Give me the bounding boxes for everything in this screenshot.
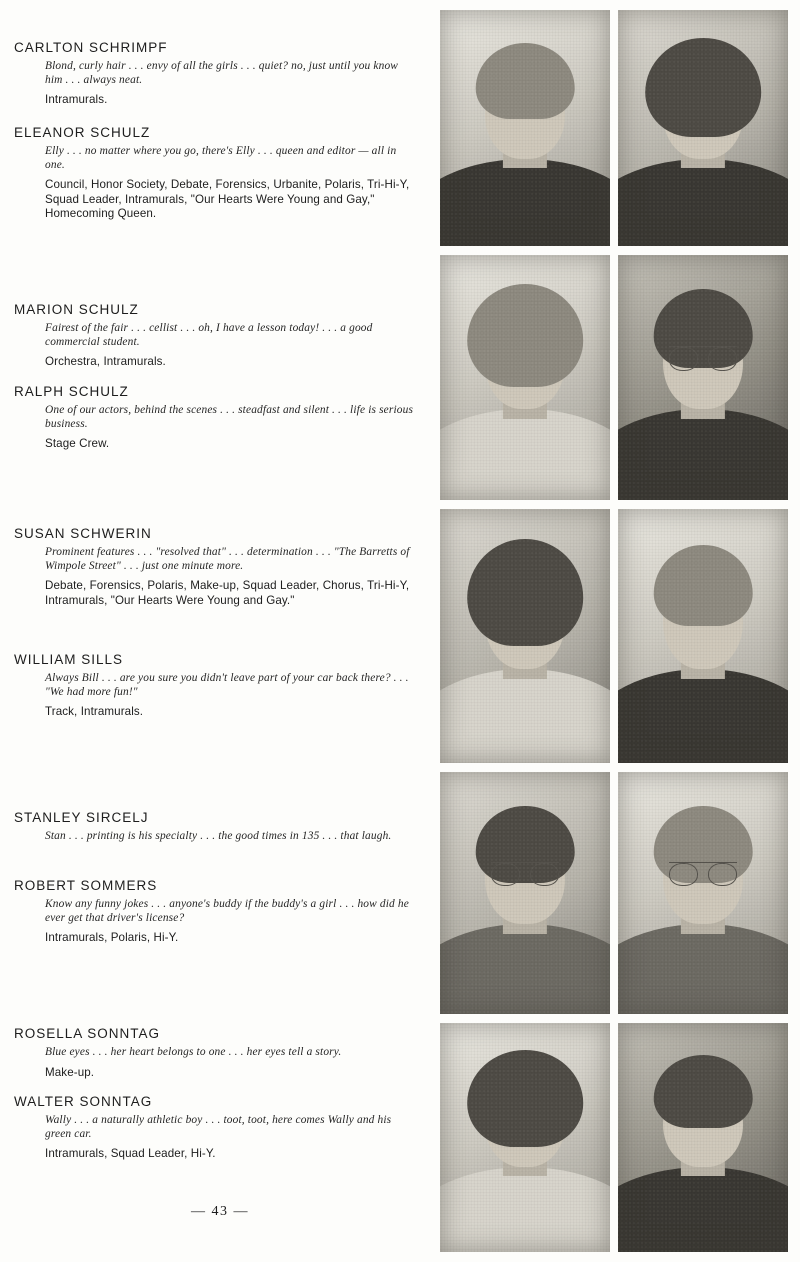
student-activities: Orchestra, Intramurals. [45,355,166,369]
student-activities: Make-up. [45,1065,95,1079]
student-quote: Blond, curly hair . . . envy of all the girls . . . quiet? no, just until you know him . . . always neat. [45,60,399,86]
student-quote: Know any funny jokes . . . anyone's buddy if the buddy's a girl . . . how did he ever get that driver's license? [45,898,409,924]
portrait-walter-sonntag [618,1023,788,1252]
student-name: MARION SCHULZ [14,302,139,317]
student-entry [14,40,418,108]
student-entry [14,878,418,946]
student-name: WILLIAM SILLS [14,652,124,667]
student-name: ROSELLA SONNTAG [14,1026,161,1041]
student-quote: Fairest of the fair . . . cellist . . . oh, I have a lesson today! . . . a good commercial student. [45,322,373,348]
student-activities: Stage Crew. [45,437,110,451]
student-entry [14,1094,418,1162]
student-entry [14,125,418,221]
student-quote: Blue eyes . . . her heart belongs to one . . . her eyes tell a story. [45,1046,342,1058]
portrait-rosella-sonntag [440,1023,610,1252]
student-entry [14,810,418,850]
student-quote: Always Bill . . . are you sure you didn't leave part of your car back there? . . . "We had more fun!" [45,672,409,698]
portrait-grid [440,10,788,1252]
portrait-carlton-schrimpf [440,10,610,246]
student-entry [14,652,418,720]
portrait-robert-sommers [618,772,788,1014]
page-number: — 43 — [191,1204,249,1219]
student-entry [14,384,418,452]
student-name: WALTER SONNTAG [14,1094,153,1109]
portrait-marion-schulz [440,255,610,500]
student-activities: Track, Intramurals. [45,705,144,719]
portrait-eleanor-schulz [618,10,788,246]
student-name: ELEANOR SCHULZ [14,125,151,140]
eyeglasses-icon [669,346,737,369]
student-quote: Stan . . . printing is his specialty . . . the good times in 135 . . . that laugh. [45,830,392,842]
student-entry [14,302,418,370]
portrait-william-sills [618,509,788,763]
student-name: CARLTON SCHRIMPF [14,40,168,55]
student-entry [14,526,418,608]
student-quote: Elly . . . no matter where you go, there's Elly . . . queen and editor — all in one. [45,145,397,171]
portrait-stanley-sircelj [440,772,610,1014]
student-quote: Prominent features . . . "resolved that" . . . determination . . . "The Barretts of Wimpole Street" . . . just one minute more. [45,546,410,572]
student-quote: One of our actors, behind the scenes . . . steadfast and silent . . . life is serious business. [45,404,414,430]
student-activities: Intramurals. [45,93,108,107]
student-name: SUSAN SCHWERIN [14,526,152,541]
student-name: RALPH SCHULZ [14,384,129,399]
student-entry [14,1026,418,1080]
eyeglasses-icon [491,862,559,885]
student-entries-column [14,26,418,1236]
student-activities: Debate, Forensics, Polaris, Make-up, Squad Leader, Chorus, Tri-Hi-Y, Intramurals, "Our Hearts Were Young and Gay." [45,579,410,607]
student-activities: Council, Honor Society, Debate, Forensics, Urbanite, Polaris, Tri-Hi-Y, Squad Leader, Intramurals, "Our Hearts Were Young and Gay," Homecoming Queen. [45,178,410,220]
student-name: ROBERT SOMMERS [14,878,158,893]
student-activities: Intramurals, Squad Leader, Hi-Y. [45,1147,216,1161]
portrait-ralph-schulz [618,255,788,500]
portrait-susan-schwerin [440,509,610,763]
student-name: STANLEY SIRCELJ [14,810,149,825]
student-quote: Wally . . . a naturally athletic boy . . . toot, toot, here comes Wally and his green car. [45,1114,392,1140]
eyeglasses-icon [669,862,737,885]
student-activities: Intramurals, Polaris, Hi-Y. [45,931,179,945]
